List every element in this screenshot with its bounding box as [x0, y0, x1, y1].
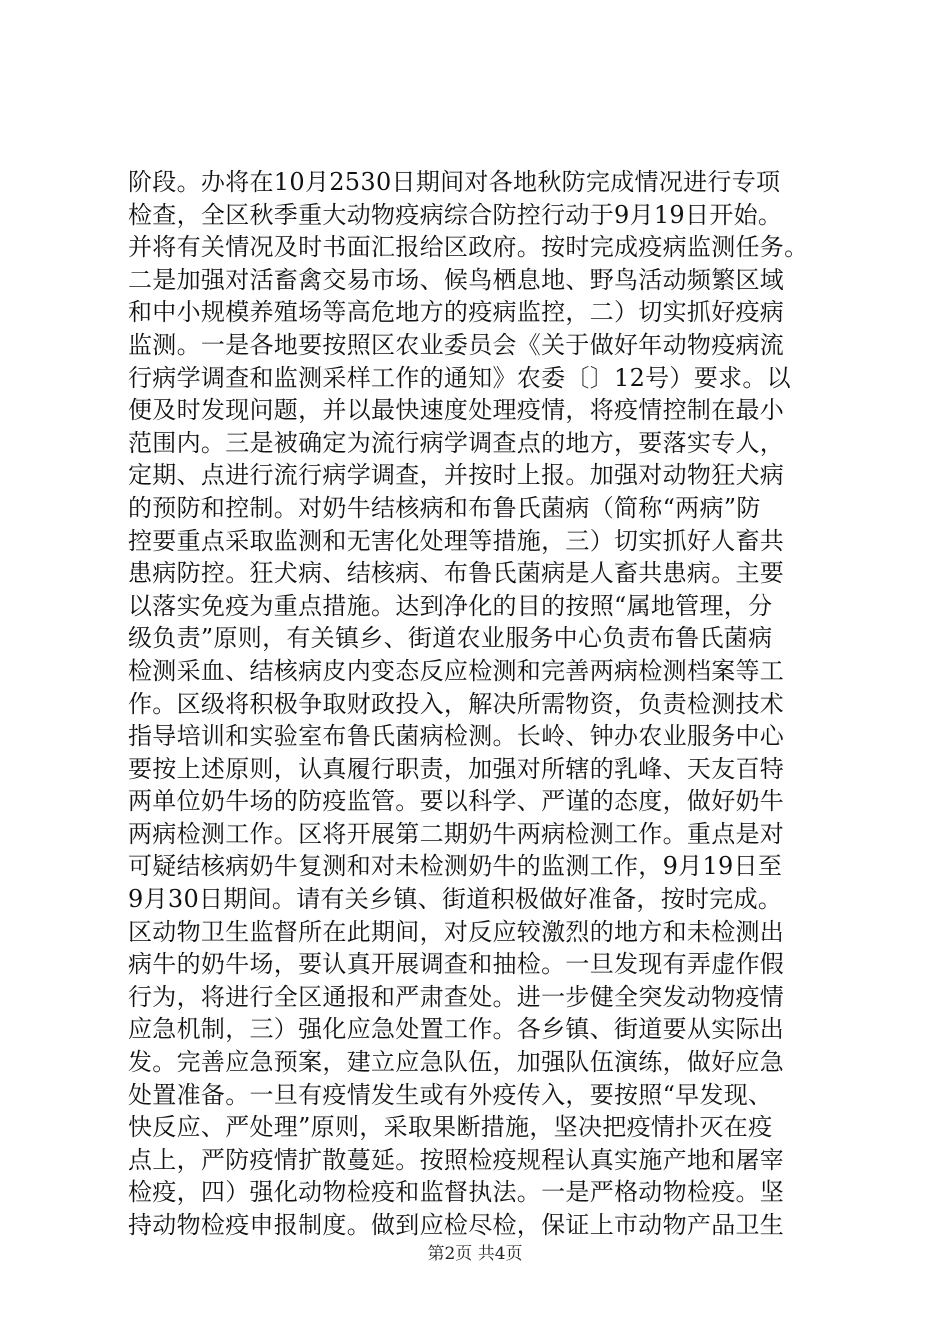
text-line: 的预防和控制。对奶牛结核病和布鲁氏菌病（简称“两病”防 — [128, 493, 761, 522]
text-line: 点上，严防疫情扩散蔓延。按照检疫规程认真实施产地和屠宰 — [128, 1145, 785, 1174]
text-line: 二是加强对活畜禽交易市场、候鸟栖息地、野鸟活动频繁区域 — [128, 265, 785, 294]
text-line: 持动物检疫申报制度。做到应检尽检，保证上市动物产品卫生 — [128, 1211, 785, 1239]
page-footer: 第2页 共4页 — [427, 1244, 523, 1264]
text-line: 病牛的奶牛场，要认真开展调查和抽检。一旦发现有弄虚作假 — [128, 950, 785, 979]
text-line: 要按上述原则，认真履行职责，加强对所辖的乳峰、天友百特 — [128, 754, 785, 783]
text-line: 指导培训和实验室布鲁氏菌病检测。长岭、钟办农业服务中心 — [128, 722, 785, 751]
text-line: 检疫，四）强化动物检疫和监督执法。一是严格动物检疫。坚 — [128, 1178, 785, 1207]
text-line: 阶段。办将在10月2530日期间对各地秋防完成情况进行专项 — [128, 168, 781, 196]
text-line: 和中小规模养殖场等高危地方的疫病监控，二）切实抓好疫病 — [128, 298, 785, 327]
body-text — [128, 166, 848, 1242]
text-line: 行病学调查和监测采样工作的通知》农委〔〕12号）要求。以 — [128, 363, 791, 392]
text-line: 患病防控。狂犬病、结核病、布鲁氏菌病是人畜共患病。主要 — [128, 559, 785, 588]
text-line: 发。完善应急预案，建立应急队伍，加强队伍演练，做好应急 — [128, 1048, 785, 1077]
text-line: 应急机制，三）强化应急处置工作。各乡镇、街道要从实际出 — [128, 1015, 785, 1044]
text-line: 便及时发现问题，并以最快速度处理疫情，将疫情控制在最小 — [128, 396, 785, 425]
text-line: 检查，全区秋季重大动物疫病综合防控行动于9月19日开始。 — [128, 200, 783, 229]
text-line: 可疑结核病奶牛复测和对未检测奶牛的监测工作，9月19日至 — [128, 852, 783, 881]
text-line: 区动物卫生监督所在此期间，对反应较激烈的地方和未检测出 — [128, 917, 785, 946]
text-line: 并将有关情况及时书面汇报给区政府。按时完成疫病监测任务。 — [128, 233, 809, 262]
text-line: 控要重点采取监测和无害化处理等措施，三）切实抓好人畜共 — [128, 526, 785, 555]
text-line: 行为，将进行全区通报和严肃查处。进一步健全突发动物疫情 — [128, 982, 785, 1011]
text-line: 检测采血、结核病皮内变态反应检测和完善两病检测档案等工 — [128, 656, 785, 685]
text-line: 范围内。三是被确定为流行病学调查点的地方，要落实专人， — [128, 428, 785, 457]
text-line: 作。区级将积极争取财政投入，解决所需物资，负责检测技术 — [128, 689, 785, 718]
text-line: 级负责”原则，有关镇乡、街道农业服务中心负责布鲁氏菌病 — [128, 624, 773, 653]
text-line: 定期、点进行流行病学调查，并按时上报。加强对动物狂犬病 — [128, 461, 785, 490]
text-line: 两单位奶牛场的防疫监管。要以科学、严谨的态度，做好奶牛 — [128, 787, 785, 816]
text-line: 两病检测工作。区将开展第二期奶牛两病检测工作。重点是对 — [128, 819, 785, 848]
text-line: 9月30日期间。请有关乡镇、街道积极做好准备，按时完成。 — [128, 885, 783, 914]
text-line: 处置准备。一旦有疫情发生或有外疫传入，要按照“早发现、 — [128, 1080, 773, 1109]
text-line: 快反应、严处理”原则，采取果断措施，坚决把疫情扑灭在疫 — [128, 1113, 773, 1142]
text-line: 监测。一是各地要按照区农业委员会《关于做好年动物疫病流 — [128, 330, 785, 359]
text-line: 以落实免疫为重点措施。达到净化的目的按照“属地管理，分 — [128, 591, 773, 620]
